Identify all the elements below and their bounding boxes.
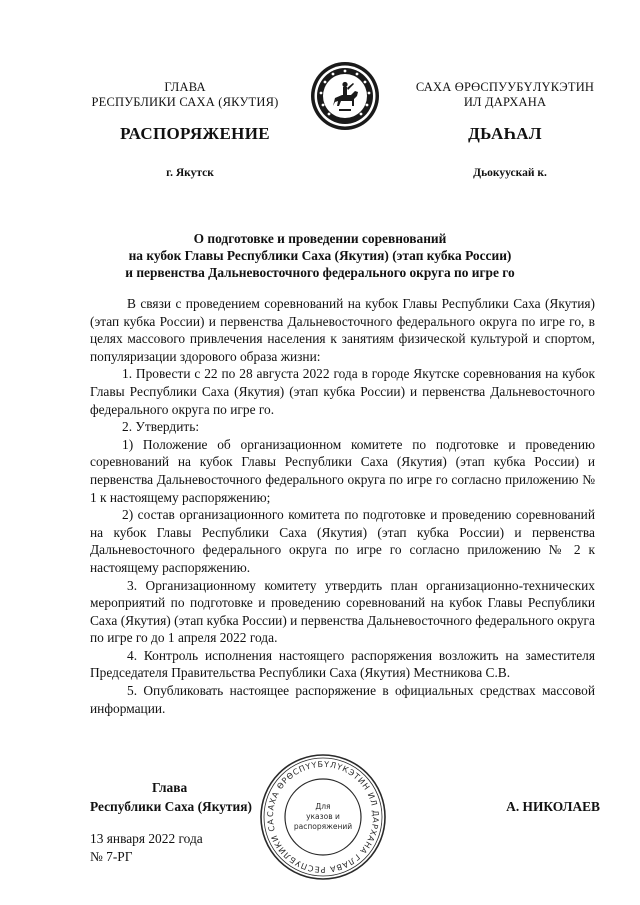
issuer-ru-line2: РЕСПУБЛИКИ САХА (ЯКУТИЯ)	[91, 95, 279, 109]
signatory-title-line1: Глава	[152, 780, 188, 795]
issuer-sah-line2: ИЛ ДАРХАНА	[463, 95, 547, 109]
stamp-center-line2: указов и	[306, 812, 340, 821]
signatory-title-line2: Республики Саха (Якутия)	[90, 799, 252, 814]
city-sah: Дьокуускай к.	[473, 167, 547, 179]
paragraph-subitem-1: 1) Положение об организационном комитете по подготовке и проведению соревнований на кубок Главы Республики Саха (Якутия) (этап кубка России) и первенства Дальневосточного федерального округа по игре го согласно приложению № 1 к настоящему распоряжению;	[90, 436, 595, 505]
paragraph-item-5: 5. Опубликовать настоящее распоряжение в официальных средствах массовой информации.	[90, 683, 595, 716]
document-body	[90, 295, 595, 717]
document-title	[70, 230, 570, 281]
paragraph-item-1: 1. Провести с 22 по 28 августа 2022 года в городе Якутске соревнования на кубок Главы Республики Саха (Якутия) (этап кубка России) и первенства Дальневосточного федерального округа по игре го.	[90, 366, 595, 417]
stamp-center-line3: распоряжений	[293, 822, 353, 831]
stamp-ring-text: САХА ӨРӨСПҮҮБҮЛҮКЭТИН ИЛ ДАРХАНА ГЛАВА РЕСПУБЛИКИ СА	[265, 759, 381, 875]
title-line1: О подготовке и проведении соревнований	[193, 231, 447, 246]
document-date: 13 января 2022 года	[90, 831, 203, 846]
paragraph-item-3: 3. Организационному комитету утвердить план организационно-технических мероприятий по подготовке и проведению соревнований на кубок Главы Республики Саха (Якутия) (этап кубка России) и первенства Дальневосточного федерального округа по игре го до 1 апреля 2022 года.	[90, 577, 595, 646]
issuer-ru	[80, 80, 290, 110]
doc-type-ru: РАСПОРЯЖЕНИЕ	[120, 124, 270, 143]
issuer-sah-line1: САХА ӨРӨСПУУБҮЛҮКЭТИН	[415, 80, 595, 94]
paragraph-preamble: В связи с проведением соревнований на кубок Главы Республики Саха (Якутия) (этап кубка России) и первенства Дальневосточного федерального округа по игре го, в целях массового привлечения населения к занятиям физической культурой и спортом, популяризации здорового образа жизни:	[90, 296, 595, 364]
paragraph-item-2: 2. Утвердить:	[122, 419, 200, 435]
coat-of-arms-emblem	[309, 60, 381, 132]
signatory-name: А. НИКОЛАЕВ	[506, 799, 600, 814]
stamp-center-line1: Для	[315, 802, 331, 811]
document-footer	[90, 830, 290, 866]
issuer-sah	[390, 80, 620, 110]
issuer-ru-line1: ГЛАВА	[164, 80, 206, 94]
paragraph-item-4: 4. Контроль исполнения настоящего распоряжения возложить на заместителя Председателя Правительства Республики Саха (Якутия) Местникова С.В.	[90, 647, 595, 681]
document-number: № 7-РГ	[90, 849, 133, 864]
doc-type-sah: ДЬАҺАЛ	[468, 124, 542, 143]
paragraph-subitem-2: 2) состав организационного комитета по подготовке и проведению соревнований на кубок Главы Республики Саха (Якутия) (этап кубка России) и первенства Дальневосточного федерального округа по игре го согласно приложению № 2 к настоящему распоряжению.	[90, 507, 595, 575]
city-ru: г. Якутск	[166, 167, 214, 179]
title-line2: на кубок Главы Республики Саха (Якутия) (этап кубка России)	[128, 248, 512, 263]
title-line3: и первенства Дальневосточного федерального округа по игре го	[125, 265, 515, 280]
